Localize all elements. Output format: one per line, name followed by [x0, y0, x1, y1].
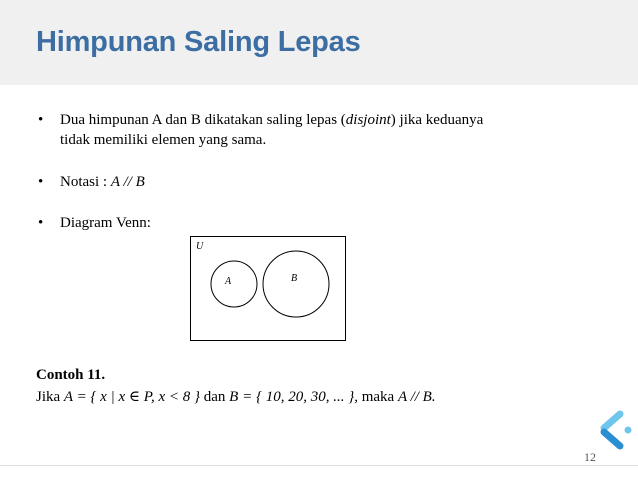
- universe-label: U: [196, 241, 204, 252]
- bullet-dot: •: [38, 174, 44, 190]
- example-prefix: Jika: [36, 389, 64, 405]
- bullet-disjoint-definition: [36, 110, 606, 150]
- definition-text-line2: tidak memiliki elemen yang sama.: [60, 132, 267, 148]
- set-b-label: B: [291, 273, 298, 284]
- example-title: Contoh 11.: [36, 367, 106, 383]
- example-set-a: A = { x | x ∈ P, x < 8 }: [63, 389, 200, 405]
- definition-text-end: ) jika keduanya: [390, 112, 484, 128]
- bullet-dot: •: [38, 215, 44, 231]
- example-suffix: , maka: [354, 389, 398, 405]
- example-conclusion: A // B.: [397, 389, 436, 405]
- set-a-label: A: [225, 276, 232, 287]
- notation-symbol: A // B: [110, 174, 145, 190]
- footer-divider: [0, 465, 638, 466]
- example-middle: dan: [199, 389, 230, 405]
- set-b-circle: [263, 251, 329, 317]
- universe-rect: [191, 237, 346, 341]
- definition-italic: disjoint: [345, 112, 391, 128]
- bullet-notation: [36, 172, 606, 192]
- page-title: Himpunan Saling Lepas: [36, 26, 361, 58]
- example-body: [36, 387, 436, 406]
- venn-label: Diagram Venn:: [60, 215, 151, 231]
- set-a-circle: [211, 261, 257, 307]
- bullet-dot: •: [38, 112, 44, 128]
- brand-logo-icon: [590, 408, 634, 452]
- notation-label: Notasi :: [60, 174, 111, 190]
- example-set-b: B = { 10, 20, 30, ... }: [229, 389, 355, 405]
- definition-text: Dua himpunan A dan B dikatakan saling lepas (: [60, 112, 346, 128]
- bullet-venn: [36, 213, 606, 233]
- page-number: 12: [584, 450, 596, 464]
- venn-diagram: [190, 236, 346, 341]
